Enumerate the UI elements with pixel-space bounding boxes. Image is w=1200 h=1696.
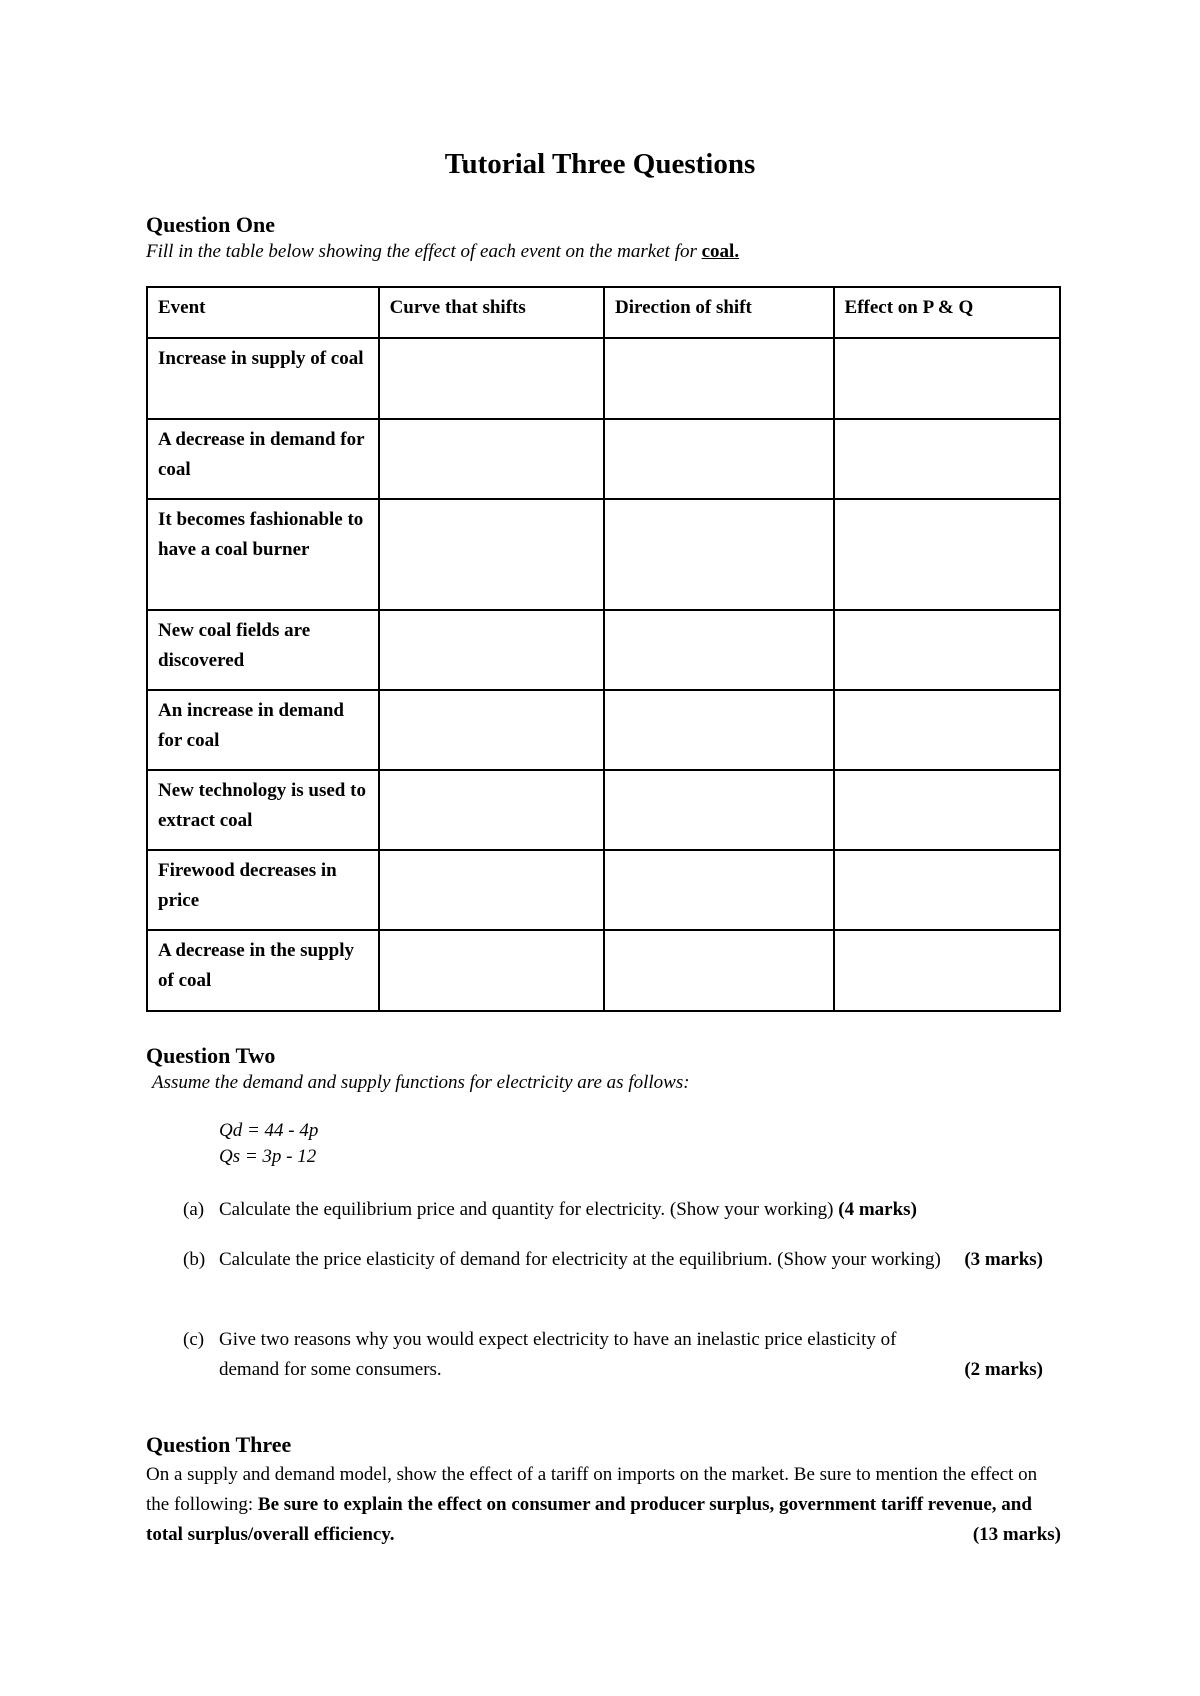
question-two-heading: Question Two: [146, 1043, 276, 1068]
question-three-body: [146, 1460, 1061, 1550]
event-cell: New technology is used to extract coal: [147, 770, 379, 850]
event-cell: A decrease in demand for coal: [147, 419, 379, 499]
question-one-instruction: [146, 241, 739, 263]
event-cell: An increase in demand for coal: [147, 690, 379, 770]
event-cell: Firewood decreases in price: [147, 850, 379, 930]
curve-cell[interactable]: [379, 419, 604, 499]
question-three-emphasis: Be sure to explain the effect on consumer and producer surplus, government tariff revenue, and total surplus/overall efficiency.: [146, 1494, 1032, 1545]
part-marks: (3 marks): [964, 1249, 1043, 1270]
direction-cell[interactable]: [604, 338, 834, 419]
effect-cell[interactable]: [834, 690, 1060, 770]
curve-cell[interactable]: [379, 770, 604, 850]
event-cell: A decrease in the supply of coal: [147, 930, 379, 1011]
direction-cell[interactable]: [604, 770, 834, 850]
curve-cell[interactable]: [379, 850, 604, 930]
header-direction: Direction of shift: [604, 287, 834, 338]
curve-cell[interactable]: [379, 610, 604, 690]
event-cell: It becomes fashionable to have a coal burner: [147, 499, 379, 610]
table-header-row: [147, 287, 1060, 338]
part-label: (c): [183, 1329, 205, 1350]
question-one-heading: Question One: [146, 212, 275, 237]
coal-market-table: [146, 286, 1061, 1012]
direction-cell[interactable]: [604, 930, 834, 1011]
question-three-text: On a supply and demand model, show the effect of a tariff on imports on the market. Be sure to mention the effect on the following:: [146, 1464, 1038, 1515]
header-event: Event: [147, 287, 379, 338]
question-three-marks: (13 marks): [972, 1524, 1061, 1545]
supply-equation: Qs = 3p - 12: [219, 1146, 317, 1167]
instruction-text: Fill in the table below showing the effect of each event on the market for: [146, 241, 702, 262]
direction-cell[interactable]: [604, 499, 834, 610]
curve-cell[interactable]: [379, 338, 604, 419]
table-row: [147, 770, 1060, 850]
table-row: [147, 690, 1060, 770]
demand-equation: Qd = 44 - 4p: [219, 1120, 319, 1141]
part-text: Give two reasons why you would expect electricity to have an inelastic price elasticity of demand for some consumers.: [219, 1329, 897, 1380]
instruction-emphasis: coal.: [701, 241, 740, 262]
header-effect: Effect on P & Q: [834, 287, 1060, 338]
part-marks: (4 marks): [838, 1199, 917, 1220]
header-curve: Curve that shifts: [379, 287, 604, 338]
effect-cell[interactable]: [834, 338, 1060, 419]
effect-cell[interactable]: [834, 930, 1060, 1011]
event-cell: Increase in supply of coal: [147, 338, 379, 419]
table-row: [147, 930, 1060, 1011]
part-text: [219, 1195, 1043, 1225]
part-marks: (2 marks): [964, 1359, 1043, 1380]
direction-cell[interactable]: [604, 690, 834, 770]
effect-cell[interactable]: [834, 770, 1060, 850]
direction-cell[interactable]: [604, 610, 834, 690]
part-text: Calculate the price elasticity of demand for electricity at the equilibrium. (Show your working): [219, 1249, 941, 1270]
effect-cell[interactable]: [834, 499, 1060, 610]
question-two-part-a: [183, 1195, 1043, 1225]
table-row: [147, 850, 1060, 930]
part-a-text: Calculate the equilibrium price and quantity for electricity. (Show your working): [219, 1199, 839, 1220]
event-cell: New coal fields are discovered: [147, 610, 379, 690]
effect-cell[interactable]: [834, 850, 1060, 930]
curve-cell[interactable]: [379, 690, 604, 770]
question-three-heading: Question Three: [146, 1432, 292, 1457]
page-title: Tutorial Three Questions: [444, 148, 756, 180]
table-row: [147, 610, 1060, 690]
table-row: [147, 499, 1060, 610]
part-label: (a): [183, 1199, 205, 1220]
question-two-intro: Assume the demand and supply functions for electricity are as follows:: [152, 1072, 690, 1093]
effect-cell[interactable]: [834, 610, 1060, 690]
question-two-part-b: [183, 1245, 1043, 1275]
table-row: [147, 419, 1060, 499]
direction-cell[interactable]: [604, 850, 834, 930]
curve-cell[interactable]: [379, 930, 604, 1011]
part-label: (b): [183, 1249, 206, 1270]
curve-cell[interactable]: [379, 499, 604, 610]
effect-cell[interactable]: [834, 419, 1060, 499]
direction-cell[interactable]: [604, 419, 834, 499]
question-two-part-c: [183, 1325, 1043, 1385]
table-row: [147, 338, 1060, 419]
